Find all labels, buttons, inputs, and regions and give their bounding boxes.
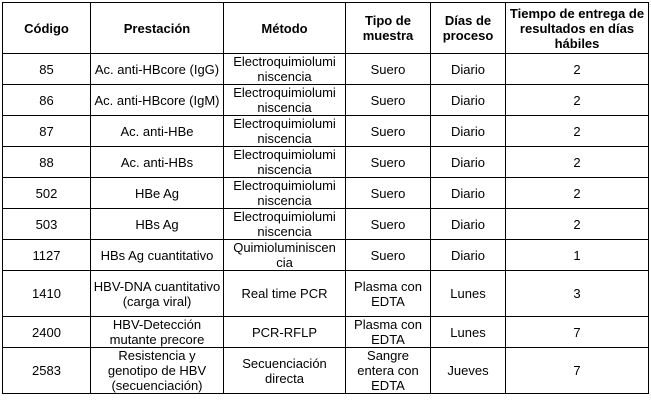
cell-tipo-muestra: Suero [346,147,431,178]
cell-metodo: Electroquimiolumi niscencia [224,116,346,147]
header-dias-proceso: Días de proceso [431,3,506,54]
cell-tipo-muestra: Suero [346,54,431,85]
cell-tiempo-entrega: 2 [506,147,649,178]
header-tipo-muestra: Tipo de muestra [346,3,431,54]
cell-dias-proceso: Diario [431,209,506,240]
hepatitis-b-tests-table [2,2,649,394]
cell-metodo: Electroquimiolumi niscencia [224,54,346,85]
cell-dias-proceso: Diario [431,85,506,116]
cell-metodo: Electroquimiolumi niscencia [224,178,346,209]
table-row [3,85,649,116]
cell-metodo: Electroquimiolumi niscencia [224,85,346,116]
cell-metodo: Quimioluminiscen cia [224,240,346,271]
table-row [3,116,649,147]
header-prestacion: Prestación [91,3,224,54]
table-row [3,147,649,178]
cell-dias-proceso: Diario [431,240,506,271]
table-row [3,54,649,85]
cell-codigo: 502 [3,178,91,209]
cell-prestacion: HBe Ag [91,178,224,209]
cell-tipo-muestra: Suero [346,116,431,147]
cell-codigo: 1127 [3,240,91,271]
header-row [3,3,649,54]
cell-prestacion: Ac. anti-HBe [91,116,224,147]
cell-codigo: 88 [3,147,91,178]
cell-tiempo-entrega: 7 [506,317,649,348]
cell-codigo: 1410 [3,271,91,317]
cell-metodo: Electroquimiolumi niscencia [224,209,346,240]
cell-dias-proceso: Diario [431,178,506,209]
cell-dias-proceso: Diario [431,116,506,147]
header-codigo: Código [3,3,91,54]
cell-tiempo-entrega: 3 [506,271,649,317]
cell-prestacion: Resistencia y genotipo de HBV (secuenciación) [91,348,224,394]
cell-dias-proceso: Jueves [431,348,506,394]
cell-tiempo-entrega: 2 [506,54,649,85]
cell-prestacion: Ac. anti-HBcore (IgG) [91,54,224,85]
cell-prestacion: HBV-Detección mutante precore [91,317,224,348]
cell-metodo: Electroquimiolumi niscencia [224,147,346,178]
cell-codigo: 86 [3,85,91,116]
cell-codigo: 503 [3,209,91,240]
cell-tiempo-entrega: 7 [506,348,649,394]
cell-codigo: 2400 [3,317,91,348]
cell-metodo: Real time PCR [224,271,346,317]
document-page [2,2,649,394]
cell-tipo-muestra: Sangre entera con EDTA [346,348,431,394]
cell-tiempo-entrega: 2 [506,178,649,209]
cell-tiempo-entrega: 2 [506,116,649,147]
table-row [3,271,649,317]
cell-metodo: Secuenciación directa [224,348,346,394]
table-row [3,348,649,394]
cell-dias-proceso: Diario [431,54,506,85]
table-row [3,317,649,348]
cell-tipo-muestra: Suero [346,209,431,240]
cell-prestacion: HBs Ag cuantitativo [91,240,224,271]
cell-prestacion: Ac. anti-HBcore (IgM) [91,85,224,116]
cell-tipo-muestra: Plasma con EDTA [346,317,431,348]
cell-prestacion: HBs Ag [91,209,224,240]
cell-tipo-muestra: Plasma con EDTA [346,271,431,317]
header-tiempo-entrega: Tiempo de entrega de resultados en días hábiles [506,3,649,54]
cell-dias-proceso: Lunes [431,271,506,317]
cell-tiempo-entrega: 2 [506,209,649,240]
cell-codigo: 2583 [3,348,91,394]
cell-prestacion: HBV-DNA cuantitativo (carga viral) [91,271,224,317]
cell-metodo: PCR-RFLP [224,317,346,348]
cell-codigo: 87 [3,116,91,147]
cell-codigo: 85 [3,54,91,85]
table-row [3,209,649,240]
cell-prestacion: Ac. anti-HBs [91,147,224,178]
cell-tipo-muestra: Suero [346,240,431,271]
cell-tiempo-entrega: 2 [506,85,649,116]
cell-tiempo-entrega: 1 [506,240,649,271]
cell-tipo-muestra: Suero [346,178,431,209]
table-row [3,178,649,209]
cell-dias-proceso: Lunes [431,317,506,348]
header-metodo: Método [224,3,346,54]
table-row [3,240,649,271]
cell-tipo-muestra: Suero [346,85,431,116]
cell-dias-proceso: Diario [431,147,506,178]
